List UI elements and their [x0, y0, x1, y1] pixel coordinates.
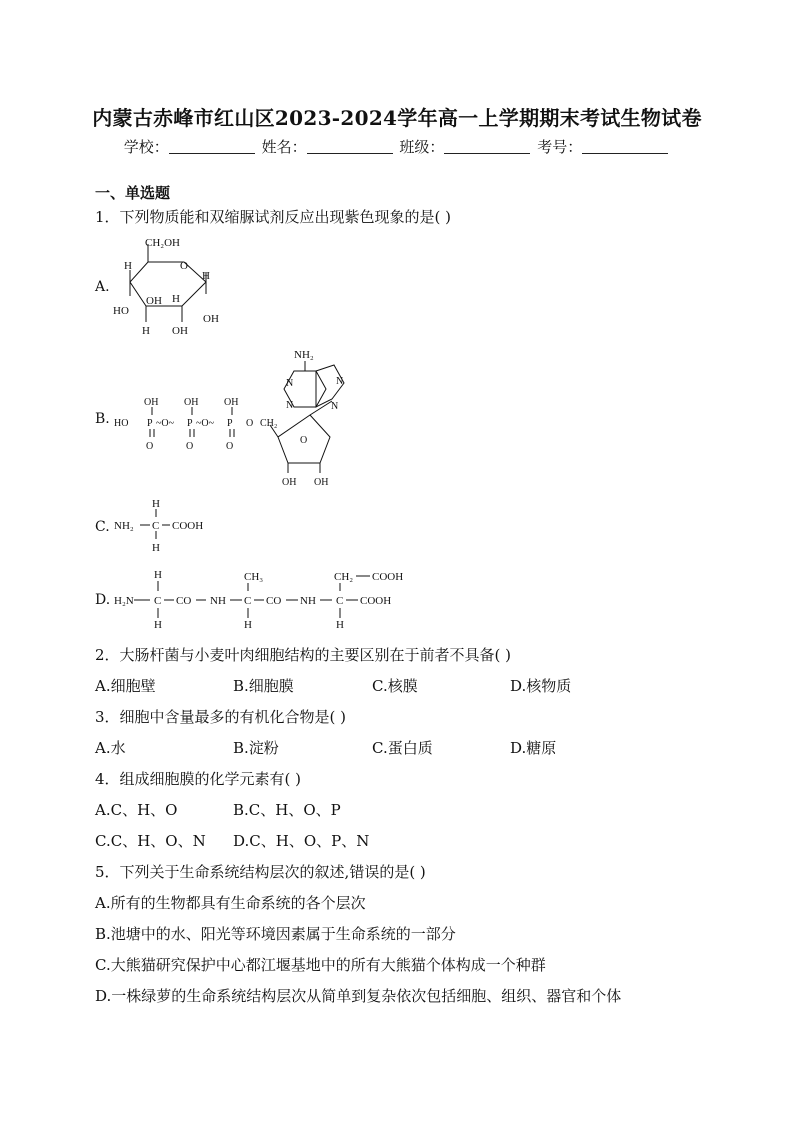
school-blank[interactable] [169, 139, 255, 154]
svg-text:H: H [202, 270, 210, 282]
q4-option-c[interactable]: C.C、H、O、N [95, 832, 206, 850]
svg-text:OH: OH [203, 313, 219, 325]
svg-text:O: O [186, 441, 194, 452]
name-blank[interactable] [307, 139, 393, 154]
svg-text:COOH: COOH [172, 520, 204, 532]
class-label: 班级： [399, 138, 445, 156]
svg-text:C: C [244, 595, 252, 607]
svg-text:H: H [154, 569, 162, 581]
atp-structure [110, 345, 370, 493]
svg-text:P: P [187, 418, 193, 429]
q5-option-b[interactable]: B.池塘中的水、阳光等环境因素属于生命系统的一部分 [95, 925, 456, 943]
q1-option-b-label: B. [95, 411, 110, 427]
svg-text:OH: OH [146, 295, 162, 307]
svg-text:N: N [286, 378, 294, 389]
svg-text:COOH: COOH [360, 595, 392, 607]
svg-text:H: H [152, 542, 160, 554]
svg-text:N: N [336, 376, 344, 387]
question-2-stem: 2．大肠杆菌与小麦叶肉细胞结构的主要区别在于前者不具备( ) [95, 646, 512, 664]
question-4-stem: 4．组成细胞膜的化学元素有( ) [95, 770, 302, 788]
svg-text:C: C [336, 595, 344, 607]
q3-option-d[interactable]: D.糖原 [510, 739, 557, 757]
q3-option-b[interactable]: B.淀粉 [233, 739, 279, 757]
svg-text:COOH: COOH [372, 571, 404, 583]
question-5-stem: 5．下列关于生命系统结构层次的叙述,错误的是( ) [95, 863, 426, 881]
svg-text:C: C [152, 520, 160, 532]
svg-text:O: O [180, 260, 188, 272]
svg-text:P: P [147, 418, 153, 429]
svg-text:H₂N: H₂N [114, 595, 134, 607]
svg-text:C: C [154, 595, 162, 607]
svg-text:O: O [246, 418, 254, 429]
q4-option-d[interactable]: D.C、H、O、P、N [233, 832, 370, 850]
glucose-ring [130, 262, 206, 306]
number-label: 考号： [537, 138, 583, 156]
q2-option-a[interactable]: A.细胞壁 [95, 677, 156, 695]
tripeptide-structure [110, 566, 430, 632]
svg-text:OH: OH [144, 397, 159, 408]
glycine-structure [110, 495, 230, 555]
q4-option-b[interactable]: B.C、H、O、P [233, 801, 341, 819]
svg-text:OH: OH [314, 477, 329, 488]
q1-option-a-label: A. [95, 279, 110, 295]
question-3-stem: 3．细胞中含量最多的有机化合物是( ) [95, 708, 347, 726]
svg-text:P: P [227, 418, 233, 429]
q5-option-d[interactable]: D.一株绿萝的生命系统结构层次从简单到复杂依次包括细胞、组织、器官和个体 [95, 987, 622, 1005]
q2-option-d[interactable]: D.核物质 [510, 677, 572, 695]
svg-text:HO: HO [113, 305, 129, 317]
q2-option-c[interactable]: C.核膜 [372, 677, 418, 695]
page-title: 内蒙古赤峰市红山区2023-2024学年高一上学期期末考试生物试卷 [92, 106, 702, 130]
svg-text:CO: CO [266, 595, 282, 607]
svg-text:O: O [226, 441, 234, 452]
school-label: 学校： [123, 138, 169, 156]
svg-text:OH: OH [172, 325, 188, 337]
svg-text:O: O [300, 435, 308, 446]
name-label: 姓名： [261, 138, 307, 156]
svg-text:CH₂: CH₂ [334, 571, 354, 583]
svg-text:H: H [124, 260, 132, 272]
section-heading: 一、单选题 [95, 184, 171, 202]
svg-text:O: O [146, 441, 154, 452]
svg-text:H: H [152, 498, 160, 510]
svg-text:H: H [154, 619, 162, 631]
svg-text:NH: NH [300, 595, 316, 607]
glucose-ch2oh: CH₂OH [145, 237, 181, 249]
svg-text:CH₂: CH₂ [260, 418, 278, 429]
svg-text:H: H [336, 619, 344, 631]
q1-option-c-label: C. [95, 519, 110, 535]
svg-text:H: H [244, 619, 252, 631]
svg-text:~O~: ~O~ [156, 418, 175, 429]
svg-text:NH₂: NH₂ [114, 520, 134, 532]
svg-text:N: N [331, 401, 339, 412]
svg-text:CH₃: CH₃ [244, 571, 264, 583]
student-info-line [0, 136, 794, 157]
q5-option-a[interactable]: A.所有的生物都具有生命系统的各个层次 [95, 894, 366, 912]
number-blank[interactable] [582, 139, 668, 154]
q1-option-d-label: D. [95, 592, 111, 608]
svg-text:HO: HO [114, 418, 129, 429]
svg-text:CO: CO [176, 595, 192, 607]
class-blank[interactable] [444, 139, 530, 154]
svg-text:NH: NH [210, 595, 226, 607]
svg-text:OH: OH [282, 477, 297, 488]
svg-text:H: H [172, 293, 180, 305]
question-1-stem: 1．下列物质能和双缩脲试剂反应出现紫色现象的是( ) [95, 208, 452, 226]
svg-text:OH: OH [224, 397, 239, 408]
q4-option-a[interactable]: A.C、H、O [95, 801, 178, 819]
q2-option-b[interactable]: B.细胞膜 [233, 677, 294, 695]
svg-text:NH₂: NH₂ [294, 349, 314, 361]
glucose-structure [110, 232, 230, 340]
q3-option-a[interactable]: A.水 [95, 739, 126, 757]
q3-option-c[interactable]: C.蛋白质 [372, 739, 433, 757]
q5-option-c[interactable]: C.大熊猫研究保护中心都江堰基地中的所有大熊猫个体构成一个种群 [95, 956, 546, 974]
svg-text:H: H [142, 325, 150, 337]
svg-text:N: N [286, 400, 294, 411]
svg-text:~O~: ~O~ [196, 418, 215, 429]
svg-text:OH: OH [184, 397, 199, 408]
